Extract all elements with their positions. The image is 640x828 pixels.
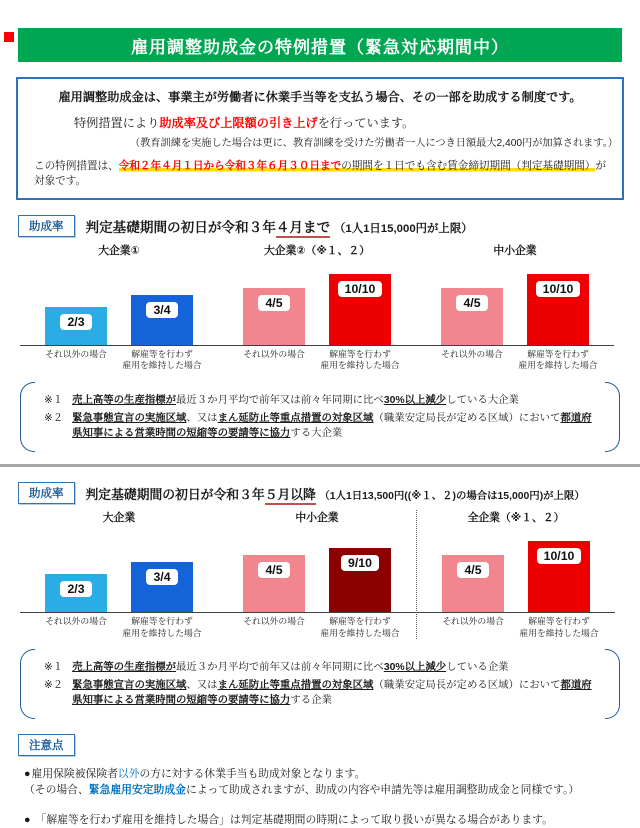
- section2-header: [18, 482, 622, 504]
- bars-baseline: [417, 528, 615, 613]
- company-type-label: 大企業: [102, 512, 136, 525]
- bars-baseline: [20, 528, 218, 613]
- bar-case-label: それ以外の場合: [441, 349, 503, 359]
- text-segment: が対象です。: [34, 160, 607, 187]
- bullet-subitem: （その場合、緊急雇用安定助成金によって助成されますが、助成の内容や申請先等は雇用調整助成金と同様です。）: [24, 784, 580, 797]
- rate-bar: [527, 274, 589, 345]
- rate-bar: [131, 562, 193, 612]
- company-type-label: 全企業（※１、２）: [467, 512, 565, 525]
- rate-badge: 助成率: [18, 215, 75, 237]
- section1-header: [18, 215, 622, 237]
- case-labels: [417, 616, 615, 639]
- note-text: 緊急事態宣言の実施区域、又はまん延防止等重点措置の対象区域（職業安定局長が定める区域）において都道府県知事による営業時間の短縮等の要請等に協力する大企業: [72, 412, 592, 439]
- text-segment: 特例措置により: [74, 116, 160, 130]
- page-title: 雇用調整助成金の特例措置（緊急対応期間中）: [18, 28, 622, 62]
- underlined-term: ５月以降: [265, 487, 316, 505]
- text-segment: 判定基礎期間の初日が令和３年: [85, 486, 265, 502]
- rate-value: 3/4: [146, 569, 177, 585]
- chart-group-large1: [20, 243, 218, 372]
- note-text: 売上高等の生産指標が最近３か月平均で前年又は前々年同期に比べ30%以上減少している企業: [72, 661, 509, 673]
- note-marker: ※１: [44, 394, 64, 406]
- bar-case-label: それ以外の場合: [442, 616, 504, 627]
- subsidy-name: 緊急雇用安定助成金: [88, 784, 186, 797]
- emphasis-blue: 以外: [117, 768, 140, 781]
- intro-training-note: （教育訓練を実施した場合は更に、教育訓練を受けた労働者一人につき日額最大2,400円が加算されます。）: [130, 138, 618, 149]
- bars-baseline: [218, 528, 416, 613]
- cautions-header: [18, 734, 622, 756]
- section2-heading: [86, 484, 585, 503]
- rate-value: 10/10: [338, 281, 383, 297]
- note-text: 緊急事態宣言の実施区域、又はまん延防止等重点措置の対象区域（職業安定局長が定める区域）において都道府県知事による営業時間の短縮等の要請等に協力する企業: [72, 680, 592, 707]
- emphasis-text: 助成率及び上限額の引き上げ: [159, 116, 318, 130]
- text-segment: を行っています。: [317, 116, 415, 130]
- bars-baseline: [416, 261, 614, 346]
- chart-group-sme: [416, 243, 614, 372]
- highlighted-period: [119, 160, 596, 172]
- notes-box-1: [20, 382, 620, 452]
- rate-value: 10/10: [537, 548, 582, 564]
- rate-value: 4/5: [258, 562, 289, 578]
- rate-badge: 助成率: [18, 482, 75, 504]
- underlined-term: ４月まで: [276, 220, 330, 238]
- bar-case-label: 解雇等を行わず 雇用を維持した場合: [122, 616, 202, 638]
- intro-period-line: [34, 158, 614, 188]
- section-divider: [0, 464, 640, 467]
- rate-chart-1: [20, 243, 620, 372]
- case-labels: [20, 616, 218, 639]
- rate-value: 3/4: [146, 302, 177, 318]
- rate-chart-2: [20, 510, 620, 639]
- rate-value: 4/5: [456, 295, 487, 311]
- rate-bar: [131, 295, 193, 345]
- rate-bar: [442, 555, 504, 612]
- bars-baseline: [20, 261, 218, 346]
- rate-bar: [528, 541, 590, 612]
- rate-bar: [243, 555, 305, 612]
- note-item: [44, 411, 592, 441]
- bar-case-label: 解雇等を行わず 雇用を維持した場合: [519, 616, 599, 638]
- rate-bar: [441, 288, 503, 345]
- chart-group-large2: [218, 243, 416, 372]
- bar-case-label: 解雇等を行わず 雇用を維持した場合: [122, 349, 202, 371]
- note-item: [44, 393, 592, 408]
- company-type-label: 中小企業: [493, 245, 537, 257]
- intro-box: [16, 77, 624, 200]
- rate-value: 10/10: [536, 281, 581, 297]
- bar-case-label: 解雇等を行わず 雇用を維持した場合: [320, 349, 400, 371]
- note-item: [44, 660, 592, 675]
- rate-bar: [329, 548, 391, 612]
- note-marker: ※２: [44, 680, 64, 691]
- cap-note: （1人1日13,500円((※１、２)の場合は15,000円)が上限）: [319, 490, 585, 502]
- caution-bullets: [24, 766, 640, 828]
- case-labels: [218, 349, 416, 372]
- rate-value: 4/5: [258, 295, 289, 311]
- bar-case-label: 解雇等を行わず 雇用を維持した場合: [320, 616, 400, 638]
- bars-baseline: [218, 261, 416, 346]
- case-labels: [416, 349, 614, 372]
- rate-bar: [329, 274, 391, 345]
- text-segment: 判定基礎期間の初日が令和３年: [85, 220, 276, 235]
- note-item: [44, 678, 592, 708]
- text-segment: の期間を１日でも含む賃金締切期間（判定基礎期間）: [341, 160, 596, 172]
- period-dates: 令和２年４月１日から令和３年６月３０日まで: [118, 160, 342, 172]
- rate-bar: [243, 288, 305, 345]
- note-text: 売上高等の生産指標が最近３か月平均で前年又は前々年同期に比べ30%以上減少している大企業: [72, 394, 519, 406]
- bullet-item: ● 「解雇等を行わず雇用を維持した場合」は判定基礎期間の時期によって取り扱いが異なる場合があります。: [24, 813, 553, 826]
- caution-badge: 注意点: [18, 734, 75, 756]
- intro-measure-line: [74, 114, 614, 131]
- cap-note: （1人1日15,000円が上限）: [333, 223, 473, 235]
- rate-bar: [45, 307, 107, 345]
- bullet-icon: ●: [24, 768, 31, 781]
- rate-value: 9/10: [341, 555, 379, 571]
- note-marker: ※１: [44, 661, 64, 673]
- bullet-item: ●雇用保険被保険者以外の方に対する休業手当も助成対象となります。: [24, 768, 366, 781]
- case-labels: [20, 349, 218, 372]
- company-type-label: 大企業②（※１、２）: [263, 245, 370, 257]
- text-segment: この特例措置は、: [34, 160, 119, 172]
- rate-bar: [45, 574, 107, 612]
- bar-case-label: それ以外の場合: [45, 349, 107, 359]
- bar-case-label: それ以外の場合: [45, 616, 107, 627]
- bar-case-label: それ以外の場合: [243, 616, 305, 627]
- rate-value: 2/3: [60, 314, 91, 330]
- section1-heading: [86, 216, 473, 236]
- case-labels: [218, 616, 416, 639]
- company-type-label: 中小企業: [295, 512, 339, 525]
- notes-box-2: [20, 649, 620, 719]
- company-type-label: 大企業①: [98, 245, 140, 257]
- bar-case-label: 解雇等を行わず 雇用を維持した場合: [518, 349, 598, 371]
- corner-marker: [4, 32, 14, 42]
- bar-case-label: それ以外の場合: [243, 349, 305, 359]
- rate-value: 2/3: [60, 581, 91, 597]
- chart-group-large: [20, 510, 218, 639]
- rate-value: 4/5: [457, 562, 488, 578]
- intro-lead: 雇用調整助成金は、事業主が労働者に休業手当等を支払う場合、その一部を助成する制度です。: [58, 90, 582, 104]
- note-marker: ※２: [44, 412, 64, 424]
- bullet-icon: ●: [24, 813, 31, 826]
- chart-group-sme: [218, 510, 416, 639]
- chart-group-all: [416, 510, 615, 639]
